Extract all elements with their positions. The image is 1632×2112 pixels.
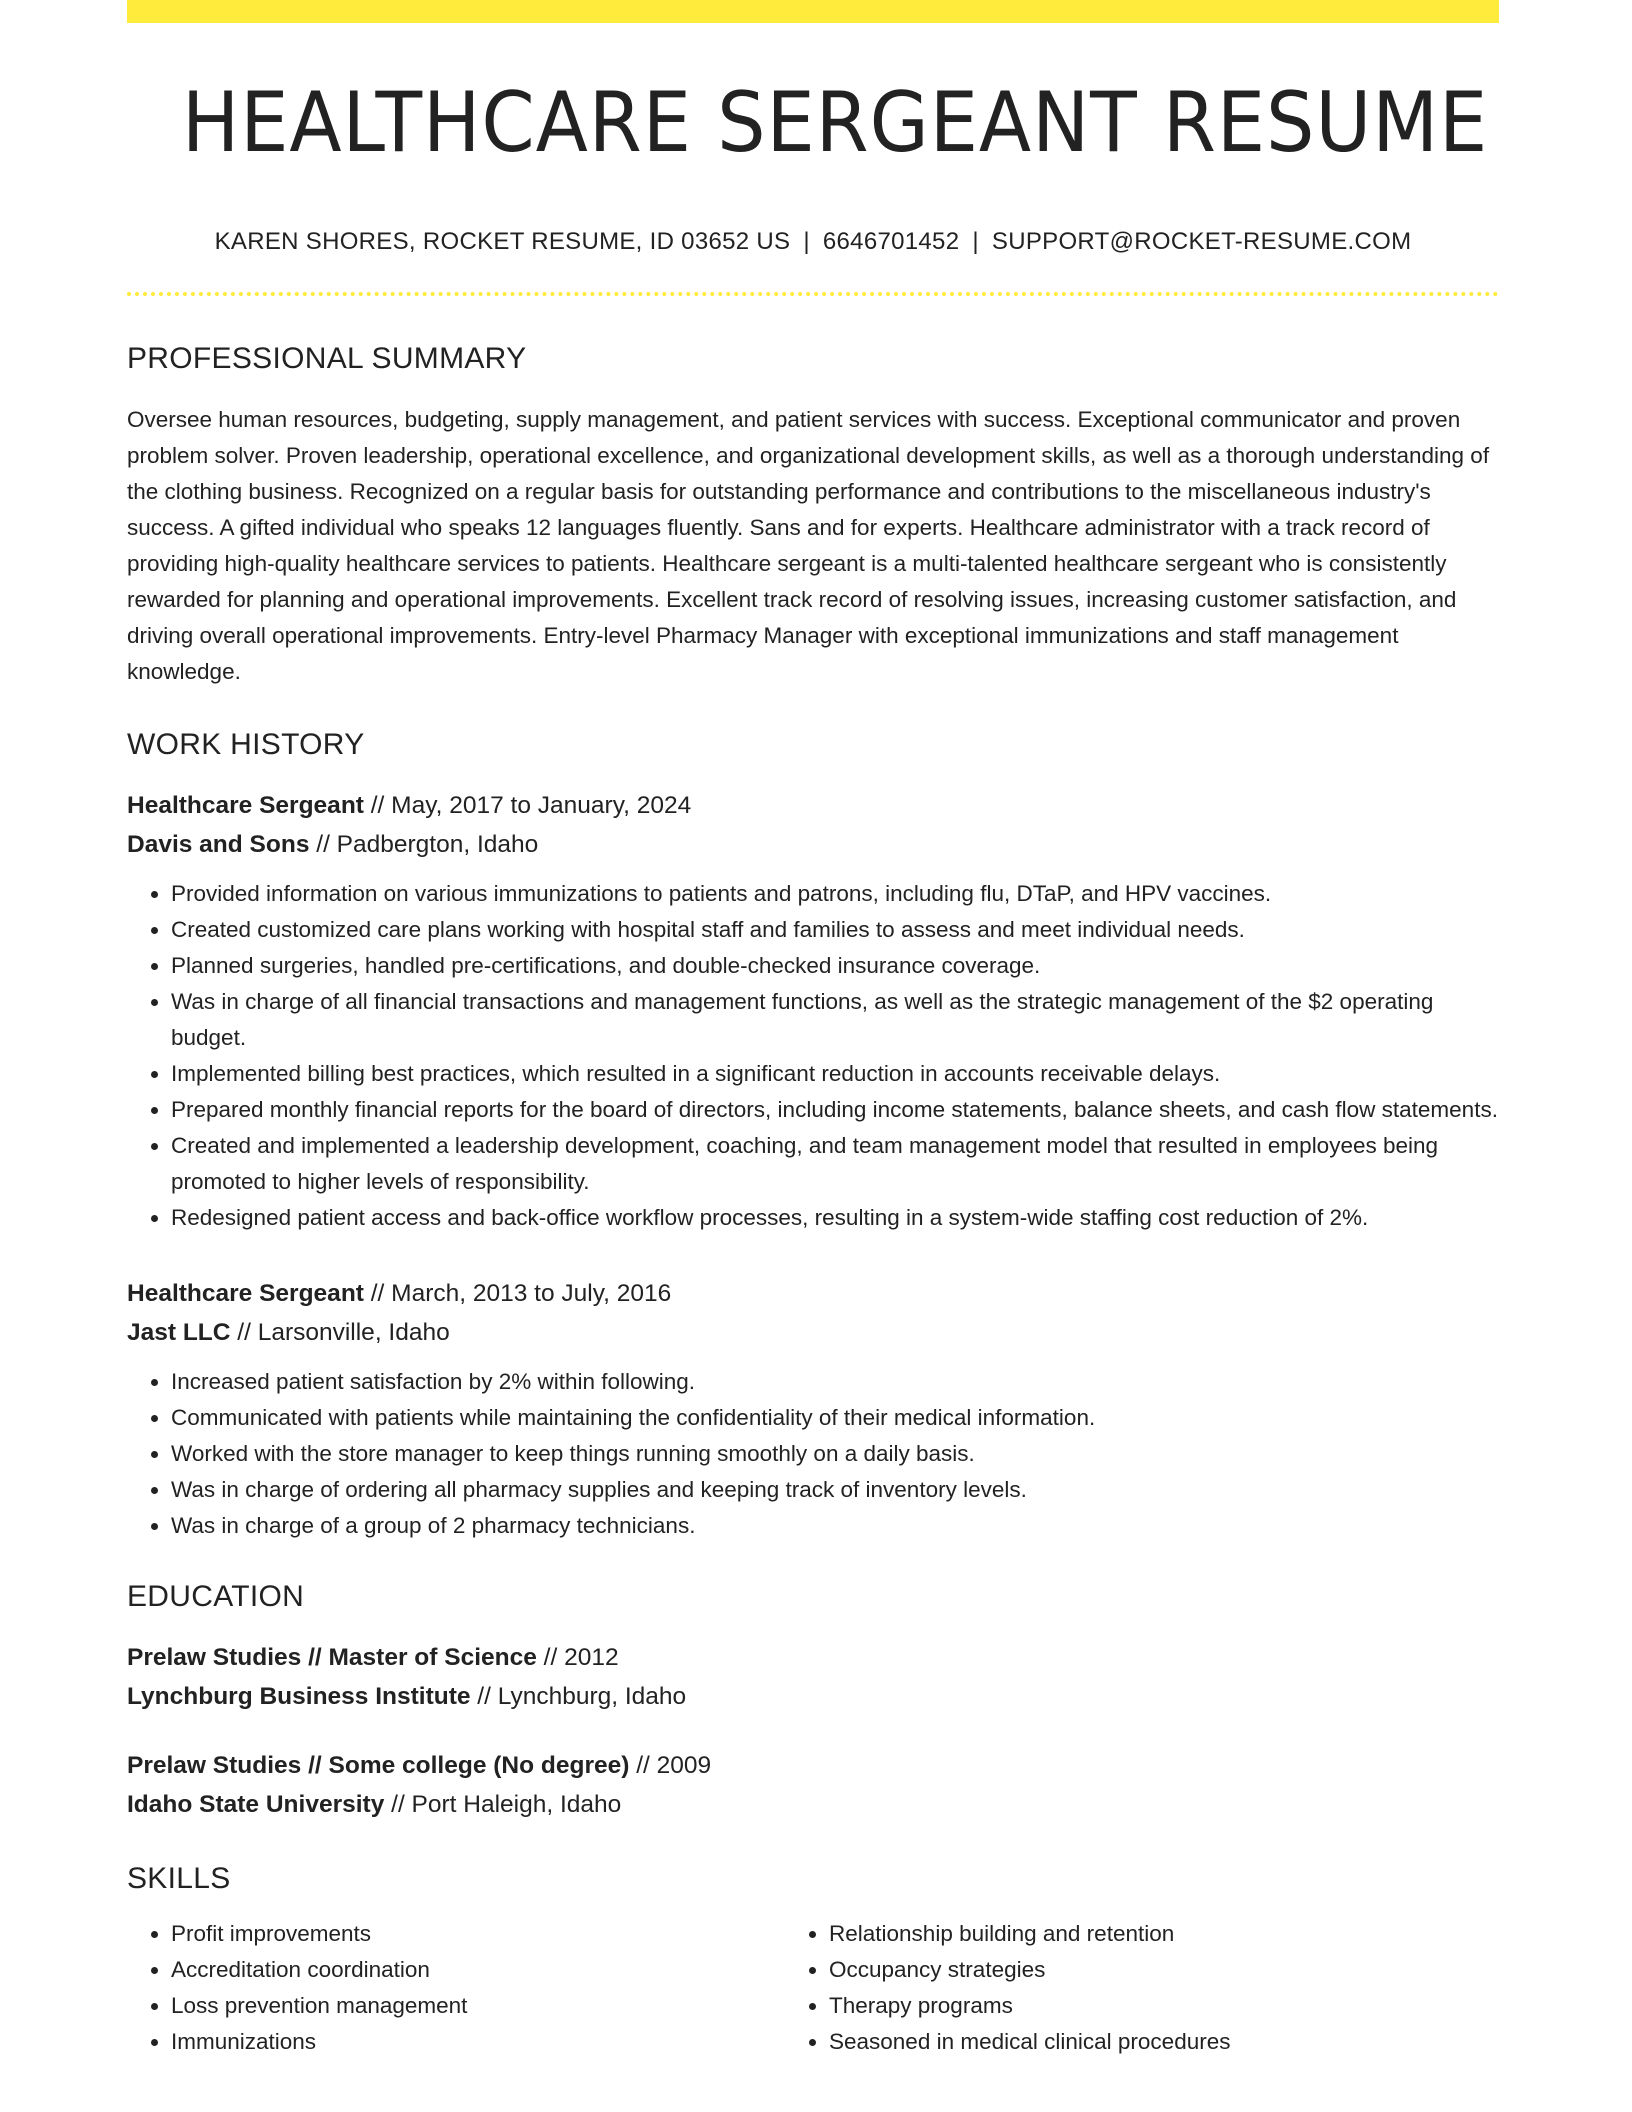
job-title-line	[127, 1274, 1499, 1313]
list-item: • Was in charge of a group of 2 pharmacy technicians.	[171, 1508, 1499, 1544]
list-item: • Therapy programs	[829, 1988, 1387, 2024]
list-item: • Profit improvements	[171, 1916, 757, 1952]
education-location: // Port Haleigh, Idaho	[384, 1791, 622, 1818]
job-dates: // May, 2017 to January, 2024	[363, 792, 692, 819]
list-item: • Seasoned in medical clinical procedures	[829, 2024, 1387, 2060]
education-degree-line	[127, 1746, 1499, 1785]
job-title: Healthcare Sergeant	[127, 792, 364, 819]
contact-separator: |	[803, 228, 810, 255]
job-entry	[127, 786, 1499, 1236]
list-item: • Created and implemented a leadership development, coaching, and team management model that resulted in employees being promoted to higher levels of responsibility.	[171, 1128, 1499, 1200]
education-school: Lynchburg Business Institute	[127, 1683, 471, 1710]
education-entry	[127, 1638, 1499, 1716]
job-title: Healthcare Sergeant	[127, 1280, 364, 1307]
list-item: • Prepared monthly financial reports for the board of directors, including income statements, balance sheets, and cash flow statements.	[171, 1092, 1499, 1128]
education-degree: Prelaw Studies // Master of Science	[127, 1644, 537, 1671]
job-location: // Larsonville, Idaho	[230, 1319, 450, 1346]
section-heading-work: WORK HISTORY	[127, 728, 365, 761]
job-bullets	[127, 876, 1499, 1236]
contact-separator: |	[972, 228, 979, 255]
job-company-line	[127, 825, 1499, 864]
skills-columns	[127, 1916, 1499, 2060]
list-item: • Implemented billing best practices, which resulted in a significant reduction in accounts receivable delays.	[171, 1056, 1499, 1092]
contact-line	[127, 228, 1499, 256]
list-item: • Was in charge of all financial transactions and management functions, as well as the strategic management of the $2 operating budget.	[171, 984, 1499, 1056]
list-item: • Immunizations	[171, 2024, 757, 2060]
education-year: // 2009	[629, 1752, 712, 1779]
job-company: Davis and Sons	[127, 831, 310, 858]
job-bullets	[127, 1364, 1499, 1544]
education-degree-line	[127, 1638, 1499, 1677]
list-item: • Redesigned patient access and back-office workflow processes, resulting in a system-wide staffing cost reduction of 2%.	[171, 1200, 1499, 1236]
list-item: • Increased patient satisfaction by 2% within following.	[171, 1364, 1499, 1400]
contact-email[interactable]: SUPPORT@ROCKET-RESUME.COM	[991, 228, 1412, 255]
list-item: • Loss prevention management	[171, 1988, 757, 2024]
job-company-line	[127, 1313, 1499, 1352]
job-entry	[127, 1274, 1499, 1544]
job-dates: // March, 2013 to July, 2016	[363, 1280, 672, 1307]
contact-address: KAREN SHORES, ROCKET RESUME, ID 03652 US	[214, 228, 791, 255]
education-school-line	[127, 1785, 1499, 1824]
education-year: // 2012	[536, 1644, 619, 1671]
job-location: // Padbergton, Idaho	[309, 831, 539, 858]
contact-phone: 6646701452	[822, 228, 960, 255]
dotted-divider	[127, 292, 1499, 296]
section-heading-education: EDUCATION	[127, 1580, 305, 1613]
skills-list-left	[127, 1916, 757, 2060]
list-item: • Relationship building and retention	[829, 1916, 1387, 1952]
list-item: • Accreditation coordination	[171, 1952, 757, 1988]
education-degree: Prelaw Studies // Some college (No degree)	[127, 1752, 630, 1779]
job-company: Jast LLC	[127, 1319, 231, 1346]
section-heading-summary: PROFESSIONAL SUMMARY	[127, 342, 527, 375]
skills-list-right	[757, 1916, 1387, 2060]
list-item: • Occupancy strategies	[829, 1952, 1387, 1988]
education-location: // Lynchburg, Idaho	[470, 1683, 687, 1710]
list-item: • Was in charge of ordering all pharmacy supplies and keeping track of inventory levels.	[171, 1472, 1499, 1508]
list-item: • Worked with the store manager to keep things running smoothly on a daily basis.	[171, 1436, 1499, 1472]
list-item: • Communicated with patients while maintaining the confidentiality of their medical information.	[171, 1400, 1499, 1436]
resume-title: HEALTHCARE SERGEANT RESUME	[181, 74, 1489, 171]
summary-text: Oversee human resources, budgeting, supply management, and patient services with success. Exceptional communicator and proven problem solver. Proven leadership, operational excellence, and organizational development skills, as well as a thorough understanding of the clothing business. Recognized on a regular basis for outstanding performance and contributions to the miscellaneous industry's success. A gifted individual who speaks 12 languages fluently. Sans and for experts. Healthcare administrator with a track record of providing high-quality healthcare services to patients. Healthcare sergeant is a multi-talented healthcare sergeant who is consistently rewarded for planning and operational improvements. Excellent track record of resolving issues, increasing customer satisfaction, and driving overall operational improvements. Entry-level Pharmacy Manager with exceptional immunizations and staff management knowledge.	[127, 407, 1490, 684]
list-item: • Created customized care plans working with hospital staff and families to assess and meet individual needs.	[171, 912, 1499, 948]
education-school: Idaho State University	[127, 1791, 385, 1818]
list-item: • Provided information on various immunizations to patients and patrons, including flu, DTaP, and HPV vaccines.	[171, 876, 1499, 912]
top-accent-bar	[127, 0, 1499, 23]
resume-page	[127, 0, 1499, 2060]
list-item: • Planned surgeries, handled pre-certifications, and double-checked insurance coverage.	[171, 948, 1499, 984]
job-title-line	[127, 786, 1499, 825]
section-heading-skills: SKILLS	[127, 1862, 231, 1895]
education-school-line	[127, 1677, 1499, 1716]
education-entry	[127, 1746, 1499, 1824]
